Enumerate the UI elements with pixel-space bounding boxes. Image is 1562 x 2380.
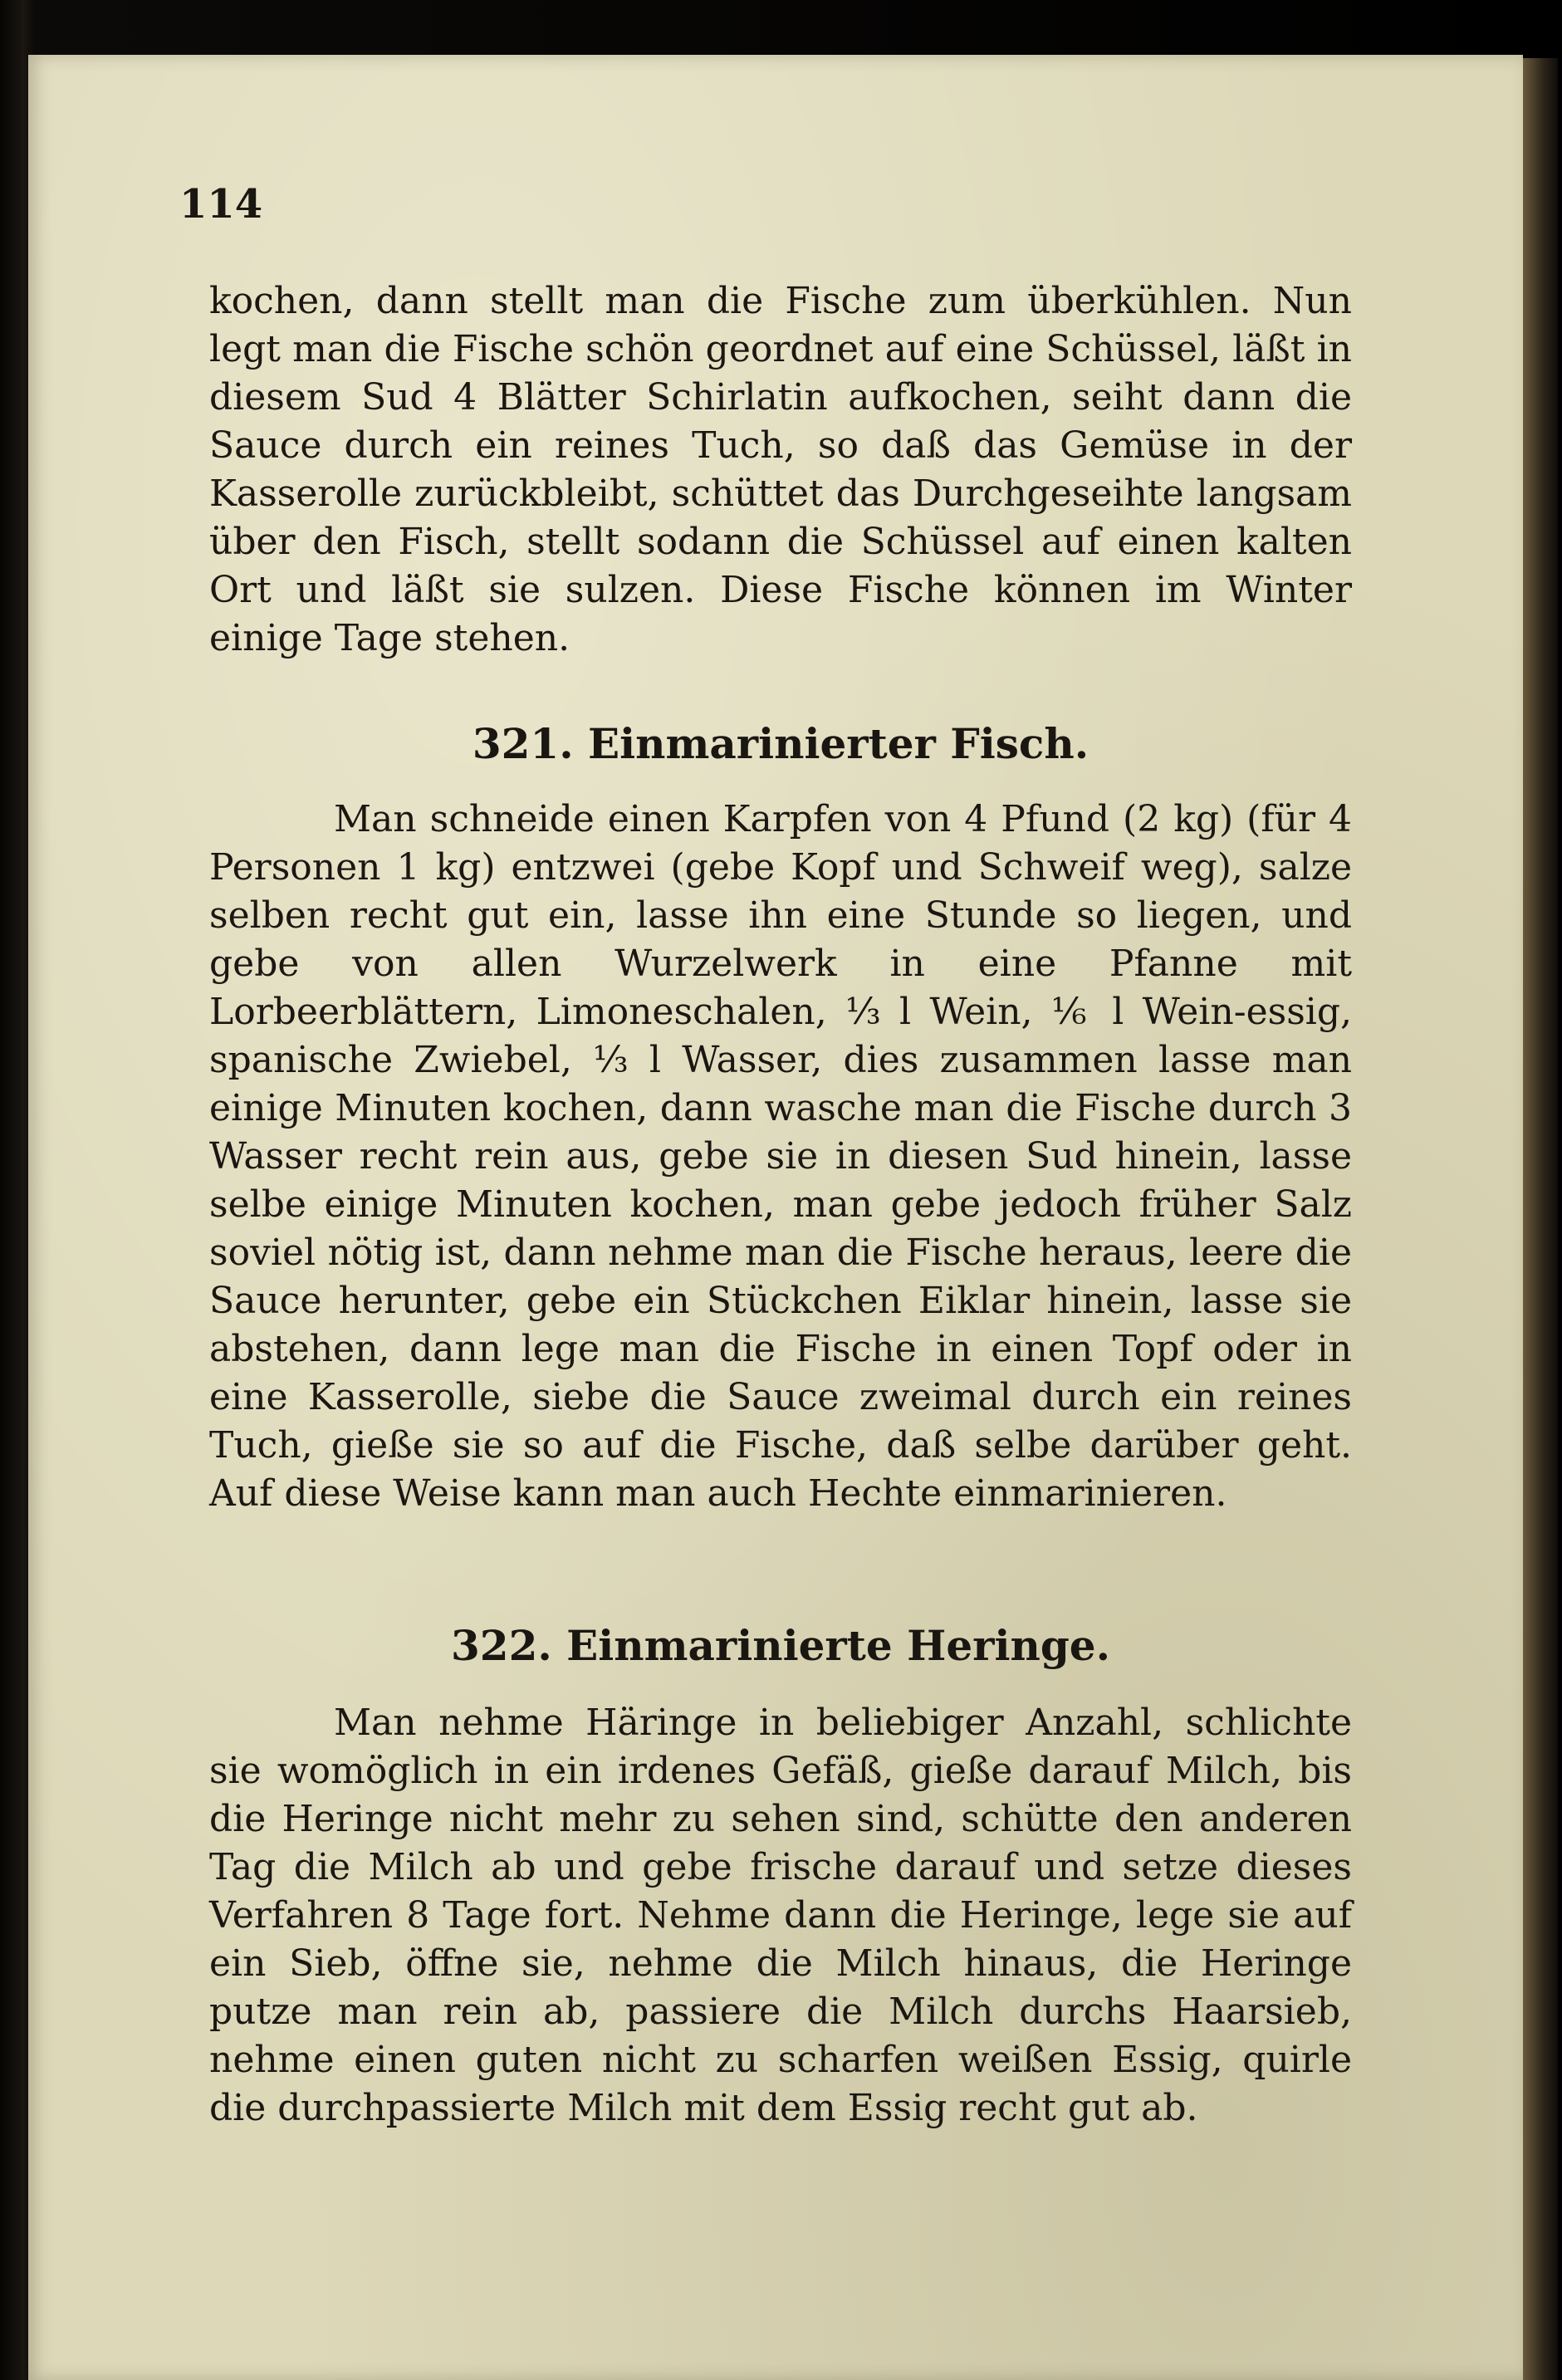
recipe-322-body: Man nehme Häringe in beliebiger Anzahl, schlichte sie womöglich in ein irdenes Gefäß, gieße darauf Milch, bis die Heringe nicht mehr zu sehen sind, schütte den anderen Tag die Milch ab und gebe frische darauf und setze dieses Verfahren 8 Tage fort. Nehme dann die Heringe, lege sie auf ein Sieb, öffne sie, nehme die Milch hinaus, die Heringe putze man rein ab, passiere die Milch durchs Haarsieb, nehme einen guten nicht zu scharfen weißen Essig, quirle die durchpassierte Milch mit dem Essig recht gut ab. [209,1702,1352,2129]
paragraph-continuation: kochen, dann stellt man die Fische zum überkühlen. Nun legt man die Fische schön geordnet auf eine Schüssel, läßt in diesem Sud 4 Blätter Schirlatin aufkochen, seiht dann die Sauce durch ein reines Tuch, so daß das Gemüse in der Kasserolle zurückbleibt, schüttet das Durchgeseihte langsam über den Fisch, stellt sodann die Schüssel auf einen kalten Ort und läßt sie sulzen. Diese Fische können im Winter einige Tage stehen. [209,280,1352,659]
recipe-321-body: Man schneide einen Karpfen von 4 Pfund (2 kg) (für 4 Personen 1 kg) entzwei (gebe Kopf und Schweif weg), salze selben recht gut ein, lasse ihn eine Stunde so liegen, und gebe von allen Wurzelwerk in eine Pfanne mit Lorbeerblättern, Limoneschalen, ⅓ l Wein, ⅙ l Wein-essig, spanische Zwiebel, ⅓ l Wasser, dies zusammen lasse man einige Minuten kochen, dann wasche man die Fische durch 3 Wasser recht rein aus, gebe sie in diesen Sud hinein, lasse selbe einige Minuten kochen, man gebe jedoch früher Salz soviel nötig ist, dann nehme man die Fische heraus, leere die Sauce herunter, gebe ein Stückchen Eiklar hinein, lasse sie abstehen, dann lege man die Fische in einen Topf oder in eine Kasserolle, siebe die Sauce zweimal durch ein reines Tuch, gieße sie so auf die Fische, daß selbe darüber geht. Auf diese Weise kann man auch Hechte einmarinieren. [209,798,1352,1515]
recipe-321-heading: 321. Einmarinierter Fisch. [472,719,1089,768]
recipe-322-heading: 322. Einmarinierte Heringe. [450,1621,1111,1670]
page-edge [1523,58,1558,2380]
page-number: 114 [179,181,263,228]
